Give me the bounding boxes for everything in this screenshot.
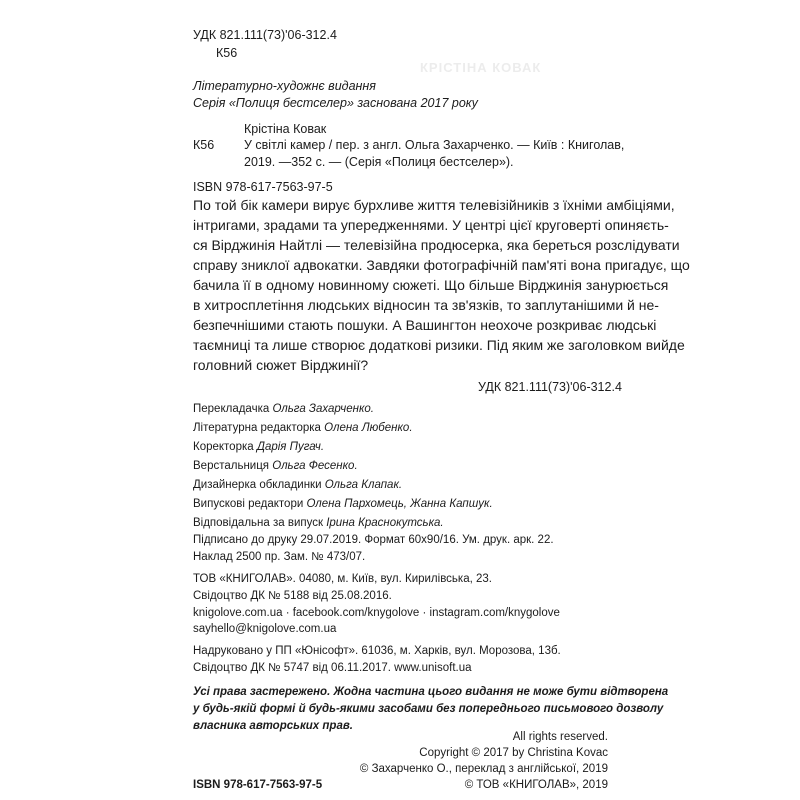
credit-role: Дизайнерка обкладинки: [193, 479, 322, 491]
credit-line: [193, 402, 374, 416]
copyright-line: Copyright © 2017 by Christina Kovac: [419, 747, 608, 759]
edition-type: Літературно-художнє видання: [193, 79, 376, 93]
credit-role: Відповідальна за випуск: [193, 517, 323, 529]
rights-line: власника авторських прав.: [193, 720, 353, 732]
credit-name: Ірина Краснокутська.: [326, 517, 444, 529]
annotation-line: в хитросплетіння людських відносин та зв'язків, то заплутанішими й не-: [193, 297, 659, 313]
credit-name: Ольга Фесенко.: [272, 460, 358, 472]
credit-line: [193, 440, 324, 454]
credit-line: [193, 516, 444, 530]
annotation-line: безпечнішими стають пошуки. А Вашингтон неохоче розкриває людські: [193, 317, 657, 333]
print-info-line: Підписано до друку 29.07.2019. Формат 60х90/16. Ум. друк. арк. 22.: [193, 534, 554, 546]
copyright-line: © ТОВ «КНИГОЛАВ», 2019: [464, 779, 608, 791]
credit-role: Літературна редакторка: [193, 422, 321, 434]
credit-name: Дарія Пугач.: [256, 441, 325, 453]
printer-line: Надруковано у ПП «Юнісофт». 61036, м. Харків, вул. Морозова, 13б.: [193, 645, 561, 657]
biblio-line: 2019. —352 с. — (Серія «Полиця бестселер»).: [244, 155, 514, 169]
series-note: Серія «Полиця бестселер» заснована 2017 року: [193, 96, 478, 110]
biblio-line: У світлі камер / пер. з англ. Ольга Захарченко. — Київ : Книголав,: [244, 138, 625, 152]
code-mid: К56: [193, 138, 215, 152]
annotation-line: бачила її в одному новинному сюжеті. Що більше Вірджинія занурюється: [193, 277, 669, 293]
rights-line: Усі права застережено. Жодна частина цього видання не може бути відтворена: [193, 686, 669, 698]
annotation-line: головний сюжет Вірджинії?: [193, 357, 369, 373]
copyright-line: All rights reserved.: [512, 731, 608, 743]
credit-name: Ольга Клапак.: [324, 479, 403, 491]
credit-name: Ольга Захарченко.: [272, 403, 374, 415]
publisher-links: knigolove.com.ua · facebook.com/knygolove · instagram.com/knygolove: [193, 607, 560, 619]
credit-role: Перекладачка: [193, 403, 270, 415]
credit-name: Олена Любенко.: [324, 422, 413, 434]
annotation-line: ся Вірджинія Найтлі — телевізійна продюсерка, яка береться розслідувати: [193, 237, 680, 253]
annotation-line: справу зниклої адвокатки. Завдяки фотографічній пам'яті вона пригадує, що: [193, 257, 690, 273]
show-through-mark: КРІСТІНА КОВАК: [420, 60, 542, 75]
credit-line: [193, 497, 493, 511]
author-name: Крістіна Ковак: [244, 122, 327, 136]
publisher-email: sayhello@knigolove.com.ua: [193, 623, 337, 635]
credit-line: [193, 478, 402, 492]
rights-line: у будь-якій формі й будь-якими засобами без попереднього письмового дозволу: [193, 703, 664, 715]
print-info-line: Наклад 2500 пр. Зам. № 473/07.: [193, 551, 366, 563]
udk-right: УДК 821.111(73)'06-312.4: [478, 380, 622, 394]
credit-role: Верстальниця: [193, 460, 270, 472]
annotation-line: По той бік камери вирує бурхливе життя телевізійників з їхніми амбіціями,: [193, 197, 675, 213]
annotation-line: інтригами, зрадами та упередженнями. У центрі цієї круговерті опиняєть-: [193, 217, 669, 233]
credit-role: Коректорка: [193, 441, 254, 453]
credit-role: Випускові редактори: [193, 498, 304, 510]
udk-top: УДК 821.111(73)'06-312.4: [193, 28, 337, 42]
isbn-bottom: ISBN 978-617-7563-97-5: [193, 779, 323, 791]
copyright-line: © Захарченко О., переклад з англійської, 2019: [359, 763, 608, 775]
credit-name: Олена Пархомець, Жанна Капшук.: [306, 498, 493, 510]
printer-line: Свідоцтво ДК № 5747 від 06.11.2017. www.unisoft.ua: [193, 662, 472, 674]
isbn-top: ISBN 978-617-7563-97-5: [193, 180, 333, 194]
credit-line: [193, 459, 358, 473]
annotation-line: таємниці та лише створює додаткові ризики. Під яким же заголовком вийде: [193, 337, 685, 353]
publisher-line: ТОВ «КНИГОЛАВ». 04080, м. Київ, вул. Кирилівська, 23.: [193, 573, 492, 585]
code-top: К56: [216, 46, 238, 60]
publisher-line: Свідоцтво ДК № 5188 від 25.08.2016.: [193, 590, 392, 602]
credit-line: [193, 421, 413, 435]
